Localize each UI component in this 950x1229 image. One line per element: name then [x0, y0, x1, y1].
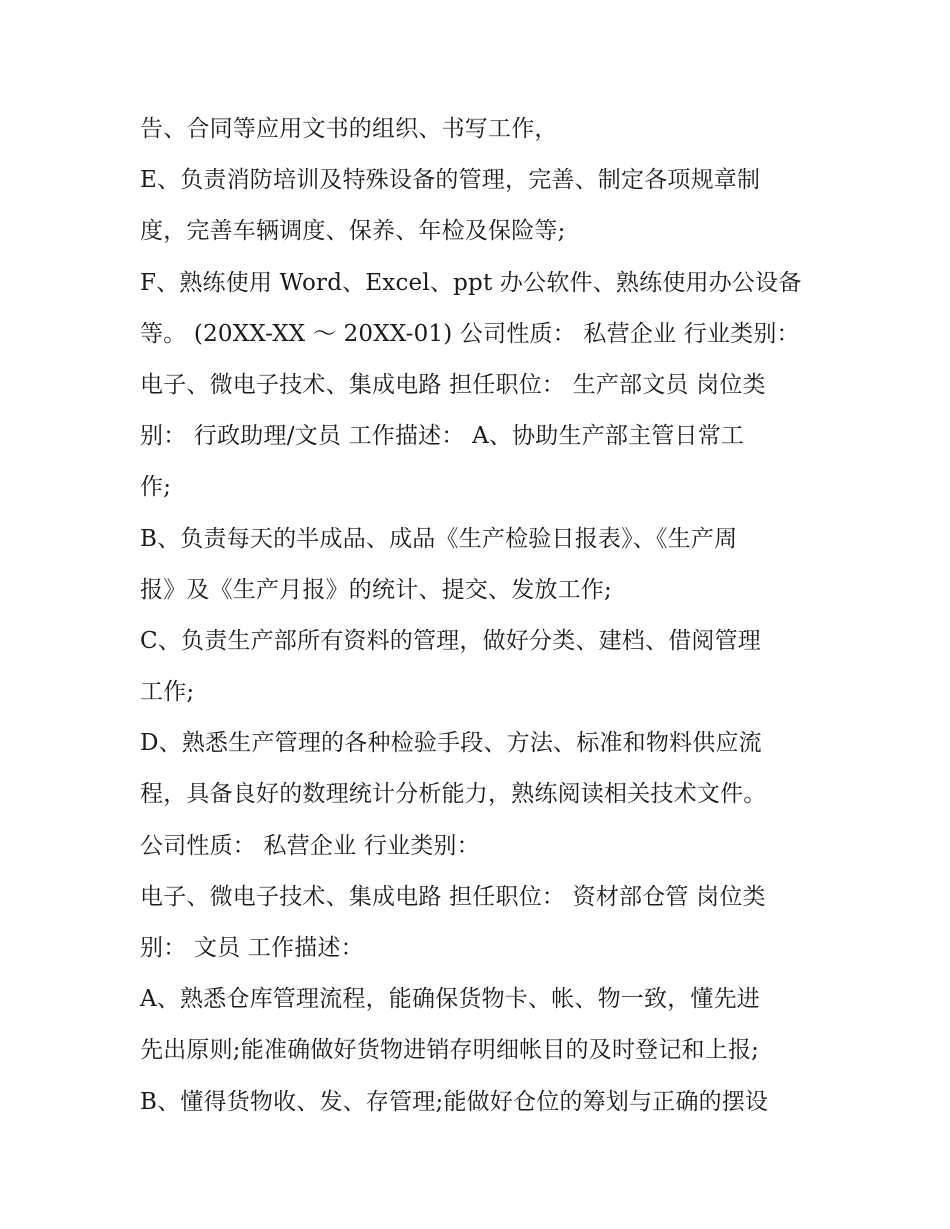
text-line: B、懂得货物收、发、存管理;能做好仓位的筹划与正确的摆设	[140, 1088, 769, 1115]
text-line: 等。 (20XX-XX ～ 20XX-01) 公司性质： 私营企业 行业类别：	[140, 320, 800, 347]
body-text	[140, 104, 815, 1128]
text-line: 报》及《生产月报》的统计、提交、发放工作;	[140, 576, 612, 603]
text-line: 别： 行政助理/文员 工作描述： A、协助生产部主管日常工	[140, 423, 745, 450]
text-line: A、熟悉仓库管理流程，能确保货物卡、帐、物一致，懂先进	[140, 986, 761, 1013]
text-line: 度，完善车辆调度、保养、年检及保险等;	[140, 218, 566, 245]
text-line: C、负责生产部所有资料的管理，做好分类、建档、借阅管理	[140, 627, 761, 654]
text-line: 程，具备良好的数理统计分析能力，熟练阅读相关技术文件。	[140, 781, 767, 808]
text-line: 公司性质： 私营企业 行业类别：	[140, 832, 480, 859]
text-line: D、熟悉生产管理的各种检验手段、方法、标准和物料供应流	[140, 730, 762, 757]
text-line: F、熟练使用 Word、Excel、ppt 办公软件、熟练使用办公设备	[140, 269, 802, 296]
text-line: 告、合同等应用文书的组织、书写工作，	[140, 116, 558, 142]
text-line: 电子、微电子技术、集成电路 担任职位： 生产部文员 岗位类	[140, 371, 766, 398]
text-line: B、负责每天的半成品、成品《生产检验日报表》、《生产周	[140, 525, 738, 552]
text-line: 别： 文员 工作描述：	[140, 935, 364, 961]
text-line: E、负责消防培训及特殊设备的管理，完善、制定各项规章制	[140, 167, 761, 194]
text-line: 工作;	[140, 679, 195, 706]
text-line: 作;	[140, 474, 172, 501]
text-line: 先出原则;能准确做好货物进销存明细帐目的及时登记和上报;	[140, 1037, 760, 1064]
text-line: 电子、微电子技术、集成电路 担任职位： 资材部仓管 岗位类	[140, 883, 766, 910]
